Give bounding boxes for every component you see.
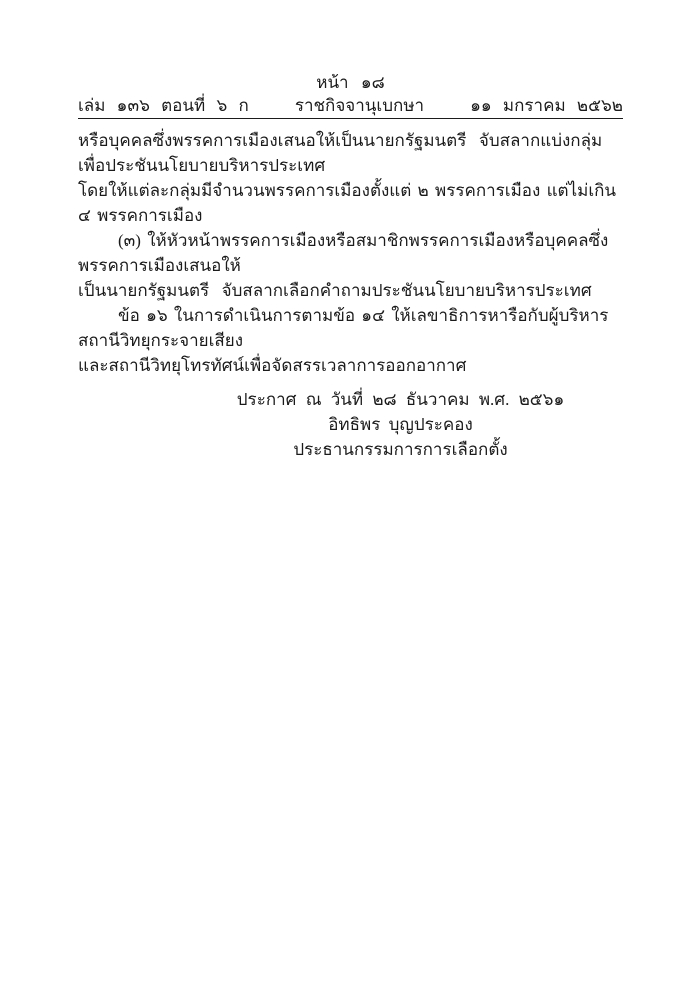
page-header [78, 70, 623, 119]
promulgation-date-line: ประกาศ ณ วันที่ ๒๘ ธันวาคม พ.ศ. ๒๕๖๑ [236, 390, 565, 409]
publication-date: ๑๑ มกราคม ๒๕๖๒ [470, 96, 623, 115]
body-line-clause-16: ข้อ ๑๖ ในการดำเนินการตามข้อ ๑๔ ให้เลขาธิการหารือกับผู้บริหารสถานีวิทยุกระจายเสียง [78, 306, 609, 350]
body-line: เป็นนายกรัฐมนตรี จับสลากเลือกคำถามประชันนโยบายบริหารประเทศ [78, 281, 592, 300]
page-number-label: หน้า ๑๘ [316, 73, 385, 92]
body-line: หรือบุคคลซึ่งพรรคการเมืองเสนอให้เป็นนายกรัฐมนตรี จับสลากแบ่งกลุ่มเพื่อประชันนโยบายบริหารประเทศ [78, 131, 603, 175]
header-rule [78, 118, 623, 119]
header-meta-row [78, 95, 623, 116]
signer-title: ประธานกรรมการการเลือกตั้ง [293, 440, 508, 459]
signature-block [128, 387, 673, 462]
body-line: และสถานีวิทยุโทรทัศน์เพื่อจัดสรรเวลาการออกอากาศ [78, 356, 467, 375]
document-body [78, 128, 623, 378]
body-line: โดยให้แต่ละกลุ่มมีจำนวนพรรคการเมืองตั้งแต่ ๒ พรรคการเมือง แต่ไม่เกิน ๔ พรรคการเมือง [78, 181, 623, 225]
volume-issue-label: เล่ม ๑๓๖ ตอนที่ ๖ ก [78, 96, 249, 115]
signer-name: อิทธิพร บุญประคอง [328, 415, 473, 434]
gazette-title: ราชกิจจานุเบกษา [294, 96, 425, 115]
body-line-clause-3: (๓) ให้หัวหน้าพรรคการเมืองหรือสมาชิกพรรคการเมืองหรือบุคคลซึ่งพรรคการเมืองเสนอให้ [78, 231, 609, 275]
